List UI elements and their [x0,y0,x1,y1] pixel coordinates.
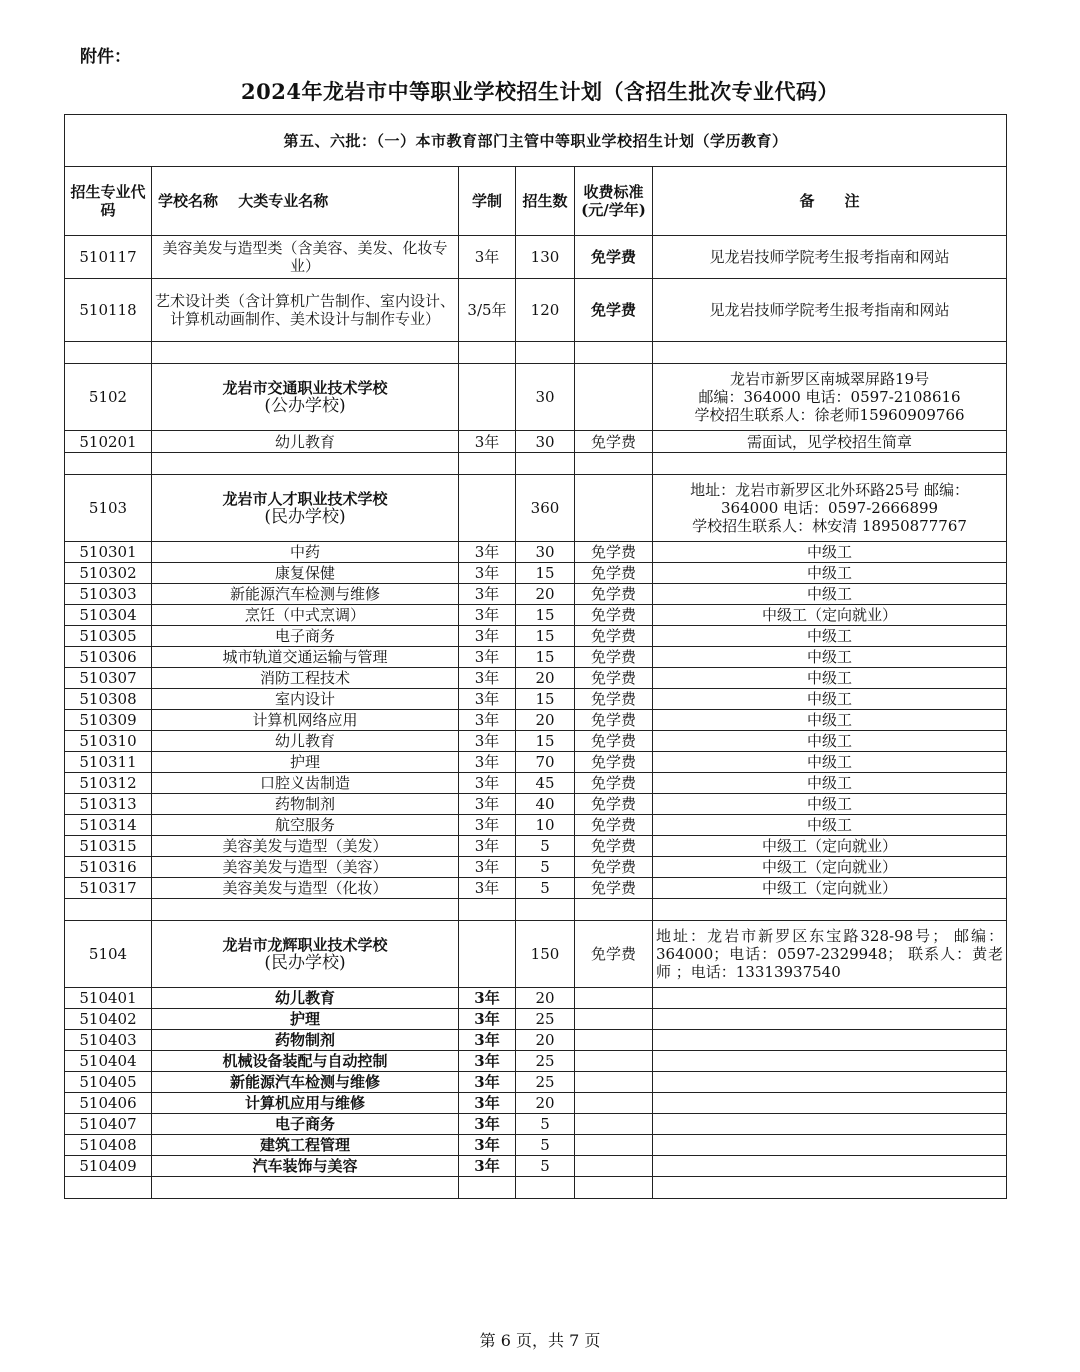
major-name: 计算机网络应用 [152,710,459,731]
table-row [65,1009,1007,1030]
duration: 3年 [459,1072,516,1093]
duration: 3年 [459,1114,516,1135]
major-name: 美容美发与造型（化妆） [152,878,459,899]
document-title: 2024年龙岩市中等职业学校招生计划（含招生批次专业代码） [241,79,839,104]
remark: 见龙岩技师学院考生报考指南和网站 [653,236,1007,279]
enroll-count: 10 [516,815,575,836]
duration: 3年 [459,773,516,794]
school-name-text: 龙岩市龙辉职业技术学校 [222,936,388,954]
fee: 免学费 [575,731,653,752]
fee: 免学费 [575,647,653,668]
fee: 免学费 [575,878,653,899]
enroll-count: 25 [516,1072,575,1093]
table-row [65,236,1007,279]
fee: 免学费 [575,236,653,279]
school-address-line: 364000 电话：0597-2666899 [721,499,939,517]
column-header-school-major: 学校名称 大类专业名称 [152,167,459,236]
major-code: 510310 [65,731,152,752]
duration: 3年 [459,563,516,584]
major-code: 510305 [65,626,152,647]
enroll-count: 45 [516,773,575,794]
major-code: 510405 [65,1072,152,1093]
remark: 中级工 [653,563,1007,584]
fee: 免学费 [575,794,653,815]
duration: 3年 [459,878,516,899]
enroll-count: 20 [516,710,575,731]
major-code: 510409 [65,1156,152,1177]
fee: 免学费 [575,626,653,647]
enroll-count: 5 [516,1156,575,1177]
fee: 免学费 [575,605,653,626]
major-name: 电子商务 [152,626,459,647]
major-name: 计算机应用与维修 [152,1093,459,1114]
major-code: 510317 [65,878,152,899]
major-name: 消防工程技术 [152,668,459,689]
remark: 见龙岩技师学院考生报考指南和网站 [653,279,1007,342]
duration: 3年 [459,689,516,710]
fee: 免学费 [575,836,653,857]
remark: 中级工 [653,626,1007,647]
enroll-count: 15 [516,731,575,752]
spacer-row [65,899,1007,921]
duration: 3年 [459,710,516,731]
table-banner: 第五、六批：（一）本市教育部门主管中等职业学校招生计划（学历教育） [65,115,1007,167]
enroll-count: 70 [516,752,575,773]
enroll-count: 15 [516,563,575,584]
major-name: 烹饪（中式烹调） [152,605,459,626]
attachment-label: 附件： [80,47,131,67]
major-name: 艺术设计类（含计算机广告制作、室内设计、计算机动画制作、美术设计与制作专业） [152,279,459,342]
major-name: 汽车装饰与美容 [152,1156,459,1177]
remark: 中级工 [653,731,1007,752]
fee: 免学费 [575,857,653,878]
fee: 免学费 [575,668,653,689]
school-type: (公办学校) [264,396,346,416]
fee: 免学费 [575,584,653,605]
school-address-line: 龙岩市新罗区南城翠屏路19号 [729,370,930,388]
enroll-count: 15 [516,605,575,626]
remark: 中级工 [653,773,1007,794]
major-code: 510406 [65,1093,152,1114]
remark: 中级工（定向就业） [653,878,1007,899]
major-code: 510306 [65,647,152,668]
enroll-count: 25 [516,1009,575,1030]
table-row [65,1135,1007,1156]
major-name: 室内设计 [152,689,459,710]
enroll-count: 20 [516,584,575,605]
school-type: (民办学校) [264,953,346,973]
major-code: 510316 [65,857,152,878]
table-row [65,626,1007,647]
column-header-remark: 备 注 [653,167,1007,236]
major-name: 城市轨道交通运输与管理 [152,647,459,668]
enroll-count: 130 [516,236,575,279]
remark: 中级工 [653,710,1007,731]
table-row [65,878,1007,899]
fee: 免学费 [575,279,653,342]
school-code: 5102 [65,364,152,431]
remark: 中级工（定向就业） [653,605,1007,626]
enroll-count: 40 [516,794,575,815]
remark: 中级工 [653,542,1007,563]
table-row [65,1030,1007,1051]
column-header-count: 招生数 [516,167,575,236]
major-name: 幼儿教育 [152,988,459,1009]
duration: 3年 [459,731,516,752]
enroll-count: 20 [516,1030,575,1051]
school-name [152,921,459,988]
school-type: (民办学校) [264,507,346,527]
duration: 3年 [459,836,516,857]
enroll-count: 20 [516,988,575,1009]
table-row [65,731,1007,752]
table-row [65,857,1007,878]
major-name: 康复保健 [152,563,459,584]
table-row [65,1051,1007,1072]
duration: 3年 [459,431,516,453]
enroll-count: 15 [516,689,575,710]
school-name [152,364,459,431]
column-header-fee: 收费标准(元/学年) [575,167,653,236]
page-footer: 第 6 页，共 7 页 [479,1331,601,1350]
duration: 3年 [459,857,516,878]
major-name: 美容美发与造型类（含美容、美发、化妆专业） [152,236,459,279]
table-row [65,836,1007,857]
major-name: 美容美发与造型（美容） [152,857,459,878]
enroll-count: 5 [516,1135,575,1156]
major-name: 航空服务 [152,815,459,836]
table-banner-row [65,115,1007,167]
enroll-count: 5 [516,878,575,899]
major-name: 护理 [152,1009,459,1030]
enroll-count: 20 [516,668,575,689]
major-name: 幼儿教育 [152,731,459,752]
duration: 3年 [459,236,516,279]
duration: 3年 [459,988,516,1009]
school-address [653,364,1007,431]
enroll-count: 15 [516,647,575,668]
major-name: 美容美发与造型（美发） [152,836,459,857]
major-code: 510118 [65,279,152,342]
duration: 3年 [459,1009,516,1030]
table-row [65,1093,1007,1114]
school-code: 5103 [65,475,152,542]
table-row [65,1072,1007,1093]
school-name-text: 龙岩市交通职业技术学校 [222,379,388,397]
duration: 3/5年 [459,279,516,342]
school-name [152,475,459,542]
table-row [65,752,1007,773]
major-code: 510401 [65,988,152,1009]
school-name-text: 龙岩市人才职业技术学校 [222,490,388,508]
remark: 中级工 [653,584,1007,605]
major-code: 510402 [65,1009,152,1030]
enroll-count: 30 [516,431,575,453]
table-row [65,584,1007,605]
duration: 3年 [459,1135,516,1156]
major-name: 护理 [152,752,459,773]
table-row [65,647,1007,668]
major-code: 510314 [65,815,152,836]
table-row [65,279,1007,342]
fee: 免学费 [575,563,653,584]
spacer-row [65,453,1007,475]
major-code: 510307 [65,668,152,689]
major-name: 药物制剂 [152,794,459,815]
column-header-code: 招生专业代码 [65,167,152,236]
enrollment-plan-table [64,114,1007,1199]
fee: 免学费 [575,752,653,773]
column-header-duration: 学制 [459,167,516,236]
remark: 中级工 [653,752,1007,773]
table-row [65,1114,1007,1135]
school-address-line: 学校招生联系人：林安清 18950877767 [692,517,967,535]
major-code: 510301 [65,542,152,563]
school-enroll-count: 30 [516,364,575,431]
major-code: 510308 [65,689,152,710]
school-enroll-count: 360 [516,475,575,542]
major-name: 药物制剂 [152,1030,459,1051]
duration: 3年 [459,668,516,689]
major-name: 新能源汽车检测与维修 [152,1072,459,1093]
major-code: 510313 [65,794,152,815]
major-code: 510312 [65,773,152,794]
table-row [65,794,1007,815]
school-address [653,475,1007,542]
enroll-count: 120 [516,279,575,342]
major-name: 新能源汽车检测与维修 [152,584,459,605]
enroll-count: 30 [516,542,575,563]
table-row [65,563,1007,584]
table-row [65,689,1007,710]
enroll-count: 5 [516,836,575,857]
major-name: 建筑工程管理 [152,1135,459,1156]
remark: 中级工 [653,794,1007,815]
major-name: 机械设备装配与自动控制 [152,1051,459,1072]
fee: 免学费 [575,773,653,794]
school-address-line: 邮编：364000 电话：0597-2108616 [698,388,961,406]
enroll-count: 5 [516,857,575,878]
table-row [65,710,1007,731]
school-code: 5104 [65,921,152,988]
fee: 免学费 [575,431,653,453]
major-code: 510403 [65,1030,152,1051]
major-code: 510201 [65,431,152,453]
major-code: 510303 [65,584,152,605]
remark: 中级工 [653,815,1007,836]
remark: 中级工 [653,668,1007,689]
school-row-5102 [65,364,1007,431]
duration: 3年 [459,1030,516,1051]
major-name: 口腔义齿制造 [152,773,459,794]
major-code: 510309 [65,710,152,731]
duration: 3年 [459,815,516,836]
major-code: 510311 [65,752,152,773]
duration: 3年 [459,626,516,647]
duration: 3年 [459,605,516,626]
major-code: 510315 [65,836,152,857]
major-name: 电子商务 [152,1114,459,1135]
enroll-count: 25 [516,1051,575,1072]
school-row-5104 [65,921,1007,988]
major-code: 510302 [65,563,152,584]
school-row-5103 [65,475,1007,542]
fee: 免学费 [575,689,653,710]
fee: 免学费 [575,542,653,563]
duration: 3年 [459,542,516,563]
table-header-row [65,167,1007,236]
remark: 需面试，见学校招生简章 [653,431,1007,453]
table-row [65,605,1007,626]
major-code: 510407 [65,1114,152,1135]
duration: 3年 [459,752,516,773]
enroll-count: 20 [516,1093,575,1114]
remark: 中级工（定向就业） [653,836,1007,857]
enroll-count: 5 [516,1114,575,1135]
table-row [65,815,1007,836]
table-row [65,1156,1007,1177]
remark: 中级工 [653,647,1007,668]
table-row [65,988,1007,1009]
duration: 3年 [459,1093,516,1114]
table-row [65,431,1007,453]
school-fee: 免学费 [575,921,653,988]
school-address-line: 学校招生联系人：徐老师15960909766 [694,406,965,424]
duration: 3年 [459,794,516,815]
major-code: 510404 [65,1051,152,1072]
table-row [65,542,1007,563]
table-row [65,773,1007,794]
duration: 3年 [459,647,516,668]
fee: 免学费 [575,815,653,836]
major-name: 中药 [152,542,459,563]
enroll-count: 15 [516,626,575,647]
major-code: 510408 [65,1135,152,1156]
duration: 3年 [459,1051,516,1072]
duration: 3年 [459,584,516,605]
fee: 免学费 [575,710,653,731]
school-enroll-count: 150 [516,921,575,988]
spacer-row [65,1177,1007,1199]
remark: 中级工 [653,689,1007,710]
remark: 中级工（定向就业） [653,857,1007,878]
spacer-row [65,342,1007,364]
school-address-line: 地址：龙岩市新罗区北外环路25号 邮编： [690,481,969,499]
school-address: 地址：龙岩市新罗区东宝路328-98号； 邮编：364000；电话：0597-2329948； 联系人：黄老师 ；电话：13313937540 [653,921,1007,988]
major-code: 510304 [65,605,152,626]
major-code: 510117 [65,236,152,279]
major-name: 幼儿教育 [152,431,459,453]
table-row [65,668,1007,689]
duration: 3年 [459,1156,516,1177]
